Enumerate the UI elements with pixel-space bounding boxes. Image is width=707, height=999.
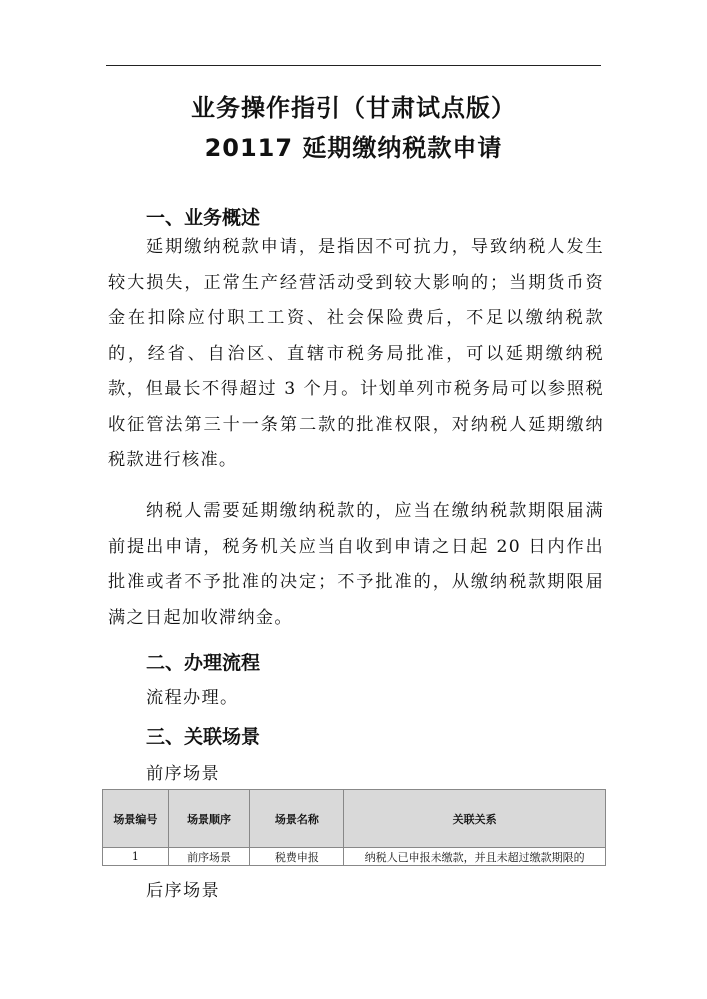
overview-paragraph-1: 延期缴纳税款申请，是指因不可抗力，导致纳税人发生较大损失，正常生产经营活动受到较大影响的；当期货币资金在扣除应付职工工资、社会保险费后，不足以缴纳税款的，经省、自治区、直辖市税务局批准，可以延期缴纳税款，但最长不得超过 3 个月。计划单列市税务局可以参照税收征管法第三十一条第二款的批准权限，对纳税人延期缴纳税款进行核准。 [108, 237, 604, 470]
post-scene-label: 后序场景 [146, 881, 220, 901]
doc-title-line1: 业务操作指引（甘肃试点版） [191, 94, 516, 122]
header-relation: 关联关系 [344, 790, 606, 848]
doc-title-line2: 20117 延期缴纳税款申请 [204, 134, 503, 162]
header-scene-name: 场景名称 [250, 790, 344, 848]
cell-scene-name: 税费申报 [250, 848, 344, 866]
overview-paragraph-2: 纳税人需要延期缴纳税款的，应当在缴纳税款期限届满前提出申请，税务机关应当自收到申请之日起 20 日内作出批准或者不予批准的决定；不予批准的，从缴纳税款期限届满之日起加收滞纳金。 [108, 501, 604, 628]
scene-relation-table [102, 789, 606, 866]
cell-scene-number: 1 [103, 848, 169, 866]
header-scene-order: 场景顺序 [168, 790, 250, 848]
section-heading-scenes: 三、关联场景 [146, 726, 261, 748]
cell-relation: 纳税人已申报未缴款，并且未超过缴款期限的 [344, 848, 606, 866]
section-heading-overview: 一、业务概述 [146, 207, 261, 229]
header-scene-number: 场景编号 [103, 790, 169, 848]
cell-scene-order: 前序场景 [168, 848, 250, 866]
table-row [103, 848, 606, 866]
section-heading-process: 二、办理流程 [146, 652, 261, 674]
pre-scene-label: 前序场景 [146, 764, 220, 784]
top-rule [106, 65, 601, 66]
table-header-row [103, 790, 606, 848]
process-text: 流程办理。 [146, 688, 239, 708]
